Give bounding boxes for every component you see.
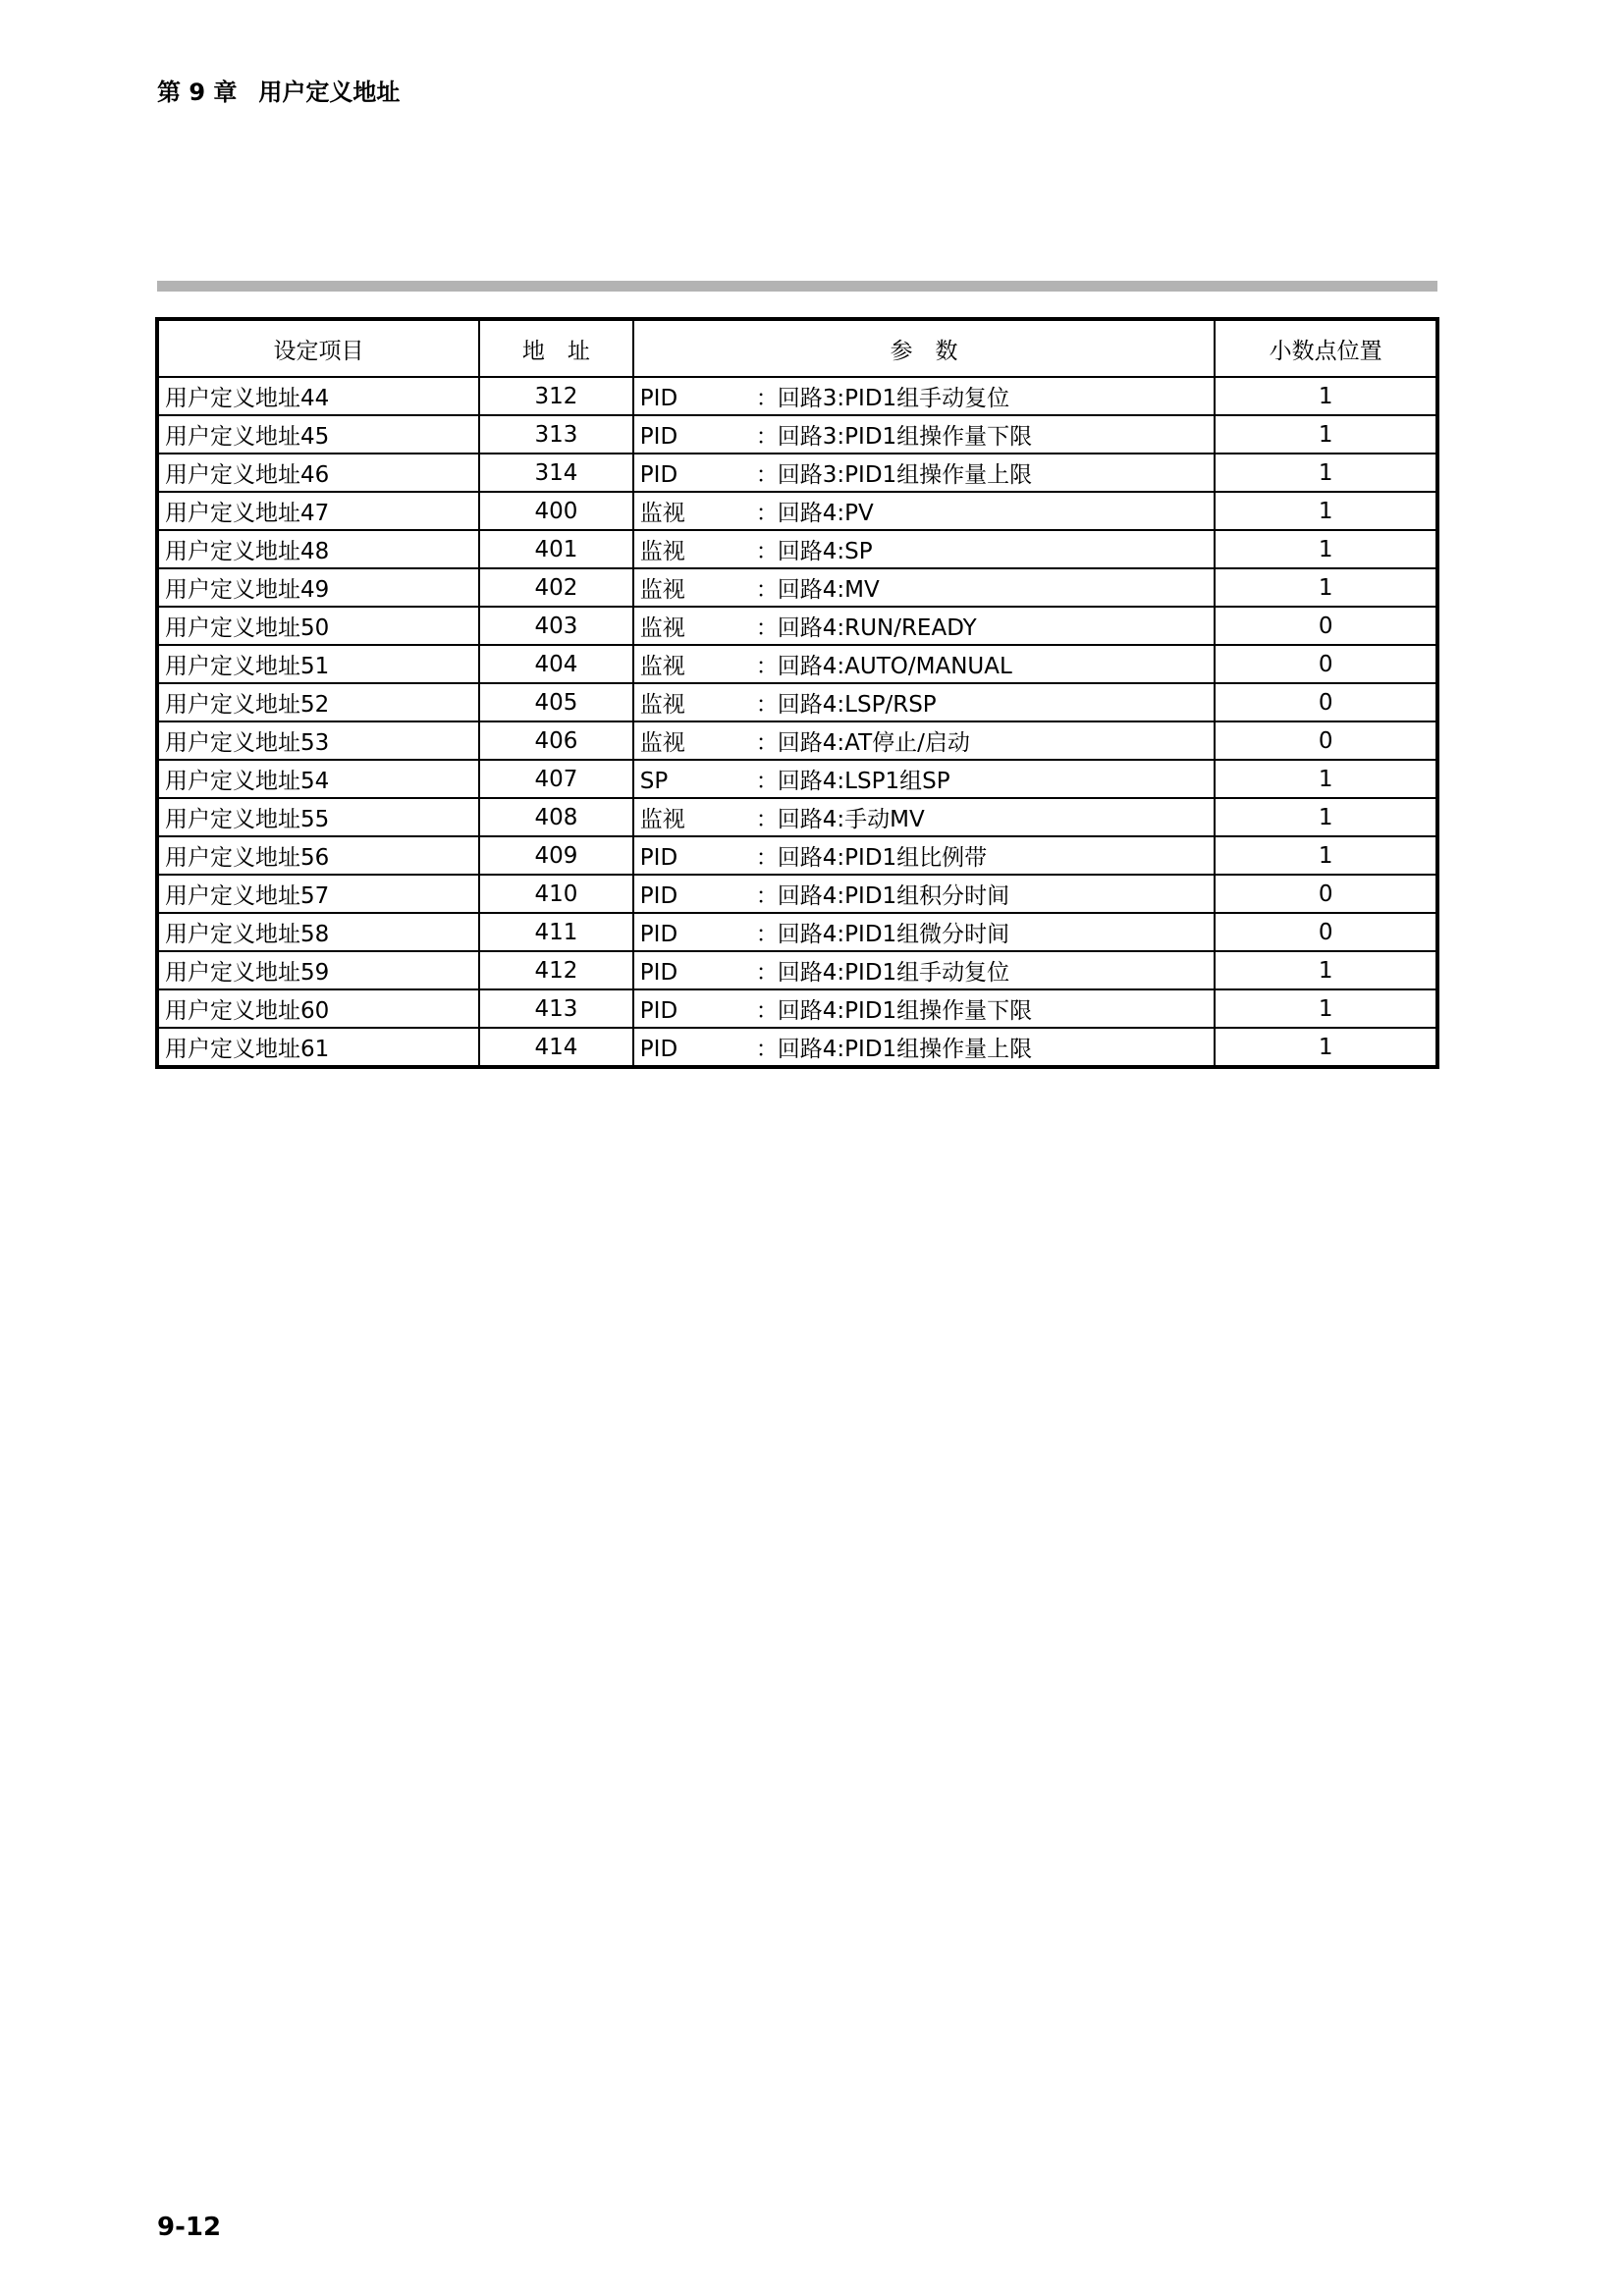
parameter-name: 回路4:PID1组操作量下限 <box>777 998 1033 1024</box>
table-header-row <box>158 320 1436 377</box>
parameter-separator: ： <box>755 922 779 947</box>
decimal-position-cell: 1 <box>1215 377 1436 415</box>
parameter-cell <box>633 530 1215 568</box>
parameter-name: 回路4:AUTO/MANUAL <box>777 654 1012 679</box>
parameter-category: 监视 <box>639 730 685 756</box>
parameter-name: 回路3:PID1组操作量下限 <box>777 424 1033 450</box>
parameter-name: 回路4:SP <box>777 539 873 564</box>
parameter-separator: ： <box>755 883 779 909</box>
table-row <box>158 415 1436 454</box>
address-cell: 404 <box>479 645 633 683</box>
parameter-name: 回路3:PID1组手动复位 <box>777 386 1010 411</box>
table-row <box>158 798 1436 836</box>
parameter-category: PID <box>639 960 678 986</box>
table-row <box>158 760 1436 798</box>
setting-item-cell: 用户定义地址59 <box>158 951 479 989</box>
parameter-separator: ： <box>755 692 779 718</box>
address-cell: 410 <box>479 875 633 913</box>
parameter-separator: ： <box>755 654 779 679</box>
setting-item-cell: 用户定义地址57 <box>158 875 479 913</box>
parameter-separator: ： <box>755 539 779 564</box>
decimal-position-cell: 1 <box>1215 760 1436 798</box>
table-row <box>158 568 1436 607</box>
parameter-category: 监视 <box>639 654 685 679</box>
setting-item-cell: 用户定义地址53 <box>158 721 479 760</box>
parameter-category: PID <box>639 998 678 1024</box>
setting-item-cell: 用户定义地址44 <box>158 377 479 415</box>
parameter-category: SP <box>639 769 669 794</box>
column-header-setting-item: 设定项目 <box>158 320 479 377</box>
setting-item-cell: 用户定义地址56 <box>158 836 479 875</box>
decimal-position-cell: 1 <box>1215 989 1436 1028</box>
parameter-cell <box>633 798 1215 836</box>
decimal-position-cell: 1 <box>1215 951 1436 989</box>
address-cell: 312 <box>479 377 633 415</box>
chapter-title: 用户定义地址 <box>258 79 401 106</box>
parameter-category: PID <box>639 845 678 871</box>
table-row <box>158 530 1436 568</box>
page-number: 9-12 <box>157 2213 222 2242</box>
address-cell: 313 <box>479 415 633 454</box>
decimal-position-cell: 0 <box>1215 875 1436 913</box>
parameter-separator: ： <box>755 501 779 526</box>
parameter-category: 监视 <box>639 807 685 832</box>
parameter-cell <box>633 836 1215 875</box>
setting-item-cell: 用户定义地址61 <box>158 1028 479 1066</box>
decimal-position-cell: 1 <box>1215 798 1436 836</box>
parameter-cell <box>633 951 1215 989</box>
parameter-cell <box>633 1028 1215 1066</box>
chapter-header <box>157 73 400 107</box>
address-cell: 400 <box>479 492 633 530</box>
parameter-category: 监视 <box>639 539 685 564</box>
parameter-separator: ： <box>755 730 779 756</box>
table-row <box>158 607 1436 645</box>
setting-item-cell: 用户定义地址55 <box>158 798 479 836</box>
address-cell: 314 <box>479 454 633 492</box>
address-cell: 409 <box>479 836 633 875</box>
table-row <box>158 913 1436 951</box>
address-cell: 411 <box>479 913 633 951</box>
parameter-name: 回路3:PID1组操作量上限 <box>777 462 1033 488</box>
parameter-cell <box>633 875 1215 913</box>
parameter-cell <box>633 989 1215 1028</box>
parameter-name: 回路4:PID1组积分时间 <box>777 883 1010 909</box>
parameter-cell <box>633 492 1215 530</box>
setting-item-cell: 用户定义地址60 <box>158 989 479 1028</box>
parameter-category: PID <box>639 922 678 947</box>
decimal-position-cell: 1 <box>1215 1028 1436 1066</box>
parameter-category: PID <box>639 883 678 909</box>
table-body <box>158 377 1436 1066</box>
parameter-cell <box>633 607 1215 645</box>
setting-item-cell: 用户定义地址46 <box>158 454 479 492</box>
address-cell: 414 <box>479 1028 633 1066</box>
parameter-cell <box>633 454 1215 492</box>
column-header-decimal-position: 小数点位置 <box>1215 320 1436 377</box>
parameter-name: 回路4:AT停止/启动 <box>777 730 970 756</box>
parameter-separator: ： <box>755 1037 779 1062</box>
address-cell: 403 <box>479 607 633 645</box>
parameter-name: 回路4:PV <box>777 501 874 526</box>
parameter-separator: ： <box>755 386 779 411</box>
setting-item-cell: 用户定义地址51 <box>158 645 479 683</box>
parameter-category: 监视 <box>639 692 685 718</box>
parameter-separator: ： <box>755 462 779 488</box>
parameter-cell <box>633 683 1215 721</box>
setting-item-cell: 用户定义地址45 <box>158 415 479 454</box>
decimal-position-cell: 1 <box>1215 415 1436 454</box>
parameter-cell <box>633 913 1215 951</box>
decimal-position-cell: 1 <box>1215 568 1436 607</box>
parameter-separator: ： <box>755 998 779 1024</box>
decimal-position-cell: 1 <box>1215 492 1436 530</box>
address-cell: 402 <box>479 568 633 607</box>
parameter-name: 回路4:PID1组比例带 <box>777 845 988 871</box>
address-cell: 408 <box>479 798 633 836</box>
parameter-category: PID <box>639 386 678 411</box>
parameter-separator: ： <box>755 769 779 794</box>
table-row <box>158 645 1436 683</box>
table-row <box>158 951 1436 989</box>
parameter-name: 回路4:RUN/READY <box>777 615 977 641</box>
decimal-position-cell: 1 <box>1215 530 1436 568</box>
table-row <box>158 721 1436 760</box>
table-row <box>158 875 1436 913</box>
decimal-position-cell: 1 <box>1215 454 1436 492</box>
parameter-cell <box>633 760 1215 798</box>
parameter-category: PID <box>639 462 678 488</box>
user-address-table <box>157 319 1437 1067</box>
setting-item-cell: 用户定义地址54 <box>158 760 479 798</box>
table-row <box>158 492 1436 530</box>
address-cell: 406 <box>479 721 633 760</box>
setting-item-cell: 用户定义地址50 <box>158 607 479 645</box>
table-row <box>158 377 1436 415</box>
parameter-separator: ： <box>755 807 779 832</box>
parameter-cell <box>633 377 1215 415</box>
address-cell: 407 <box>479 760 633 798</box>
parameter-separator: ： <box>755 615 779 641</box>
decimal-position-cell: 0 <box>1215 645 1436 683</box>
parameter-category: 监视 <box>639 577 685 603</box>
parameter-category: 监视 <box>639 615 685 641</box>
decimal-position-cell: 0 <box>1215 683 1436 721</box>
address-cell: 405 <box>479 683 633 721</box>
column-header-address: 地 址 <box>479 320 633 377</box>
setting-item-cell: 用户定义地址48 <box>158 530 479 568</box>
address-cell: 401 <box>479 530 633 568</box>
parameter-name: 回路4:手动MV <box>777 807 925 832</box>
address-cell: 413 <box>479 989 633 1028</box>
parameter-cell <box>633 721 1215 760</box>
parameter-cell <box>633 645 1215 683</box>
parameter-name: 回路4:LSP1组SP <box>777 769 950 794</box>
section-divider <box>157 281 1437 292</box>
setting-item-cell: 用户定义地址47 <box>158 492 479 530</box>
decimal-position-cell: 1 <box>1215 836 1436 875</box>
parameter-category: PID <box>639 1037 678 1062</box>
parameter-separator: ： <box>755 577 779 603</box>
parameter-name: 回路4:LSP/RSP <box>777 692 937 718</box>
parameter-separator: ： <box>755 424 779 450</box>
parameter-name: 回路4:PID1组操作量上限 <box>777 1037 1033 1062</box>
parameter-name: 回路4:PID1组手动复位 <box>777 960 1010 986</box>
decimal-position-cell: 0 <box>1215 913 1436 951</box>
parameter-cell <box>633 415 1215 454</box>
setting-item-cell: 用户定义地址52 <box>158 683 479 721</box>
parameter-name: 回路4:MV <box>777 577 880 603</box>
table-row <box>158 454 1436 492</box>
decimal-position-cell: 0 <box>1215 721 1436 760</box>
parameter-category: PID <box>639 424 678 450</box>
setting-item-cell: 用户定义地址49 <box>158 568 479 607</box>
parameter-category: 监视 <box>639 501 685 526</box>
chapter-number: 第 9 章 <box>157 79 238 106</box>
setting-item-cell: 用户定义地址58 <box>158 913 479 951</box>
address-cell: 412 <box>479 951 633 989</box>
table-row <box>158 836 1436 875</box>
decimal-position-cell: 0 <box>1215 607 1436 645</box>
parameter-separator: ： <box>755 845 779 871</box>
parameter-cell <box>633 568 1215 607</box>
column-header-parameter: 参 数 <box>633 320 1215 377</box>
table-row <box>158 1028 1436 1066</box>
parameter-name: 回路4:PID1组微分时间 <box>777 922 1010 947</box>
table-row <box>158 683 1436 721</box>
parameter-separator: ： <box>755 960 779 986</box>
table-row <box>158 989 1436 1028</box>
